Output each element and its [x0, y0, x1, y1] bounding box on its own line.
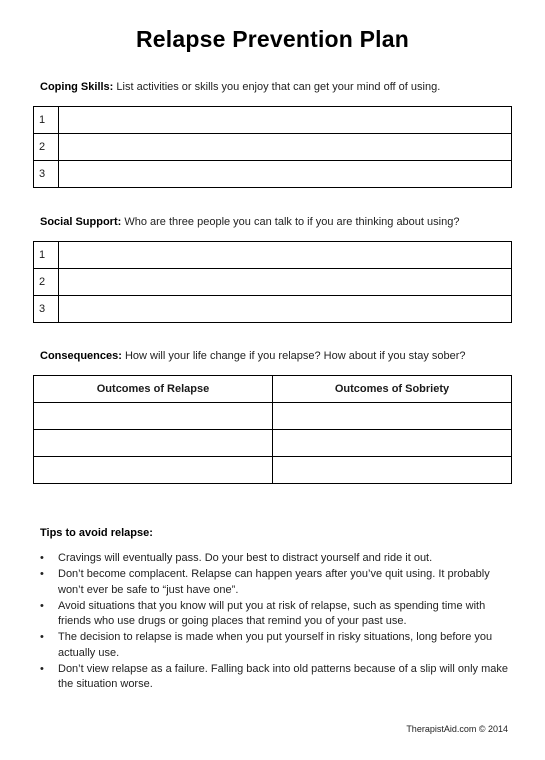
row-number: 3: [34, 296, 59, 323]
list-item: [40, 662, 510, 693]
copyright-footer: TherapistAid.com © 2014: [406, 724, 508, 734]
list-item: [40, 599, 510, 630]
table-row: [34, 269, 512, 296]
outcomes-sobriety-header: Outcomes of Sobriety: [273, 376, 512, 403]
consequences-prompt: [40, 350, 466, 362]
bullet-icon: •: [40, 631, 44, 643]
coping-skills-table: [33, 106, 512, 188]
row-number: 1: [34, 242, 59, 269]
table-row: [34, 457, 512, 484]
tip-text: Cravings will eventually pass. Do your best to distract yourself and ride it out.: [58, 552, 433, 564]
list-item: [40, 567, 510, 598]
coping-skills-question: List activities or skills you enjoy that can get your mind off of using.: [113, 81, 441, 93]
row-number: 1: [34, 107, 59, 134]
relapse-outcome-field-3[interactable]: [34, 457, 273, 484]
support-person-field-1[interactable]: [59, 242, 512, 269]
coping-skills-prompt: [40, 81, 440, 93]
relapse-outcome-field-1[interactable]: [34, 403, 273, 430]
table-row: [34, 403, 512, 430]
list-item: [40, 551, 510, 567]
tips-list: [40, 551, 510, 693]
sobriety-outcome-field-2[interactable]: [273, 430, 512, 457]
table-row: [34, 296, 512, 323]
support-person-field-3[interactable]: [59, 296, 512, 323]
table-row: [34, 242, 512, 269]
tip-text: Don’t view relapse as a failure. Falling back into old patterns because of a slip will only make the situation worse.: [58, 662, 509, 690]
social-support-label: Social Support:: [40, 216, 122, 228]
bullet-icon: •: [40, 568, 44, 580]
row-number: 3: [34, 161, 59, 188]
sobriety-outcome-field-1[interactable]: [273, 403, 512, 430]
coping-skill-field-2[interactable]: [59, 134, 512, 161]
social-support-question: Who are three people you can talk to if you are thinking about using?: [121, 216, 460, 228]
table-row: [34, 161, 512, 188]
consequences-question: How will your life change if you relapse? How about if you stay sober?: [121, 350, 466, 362]
relapse-outcome-field-2[interactable]: [34, 430, 273, 457]
outcomes-table: [33, 375, 512, 484]
row-number: 2: [34, 134, 59, 161]
coping-skill-field-1[interactable]: [59, 107, 512, 134]
bullet-icon: •: [40, 599, 44, 612]
bullet-icon: •: [40, 552, 44, 564]
social-support-table: [33, 241, 512, 323]
support-person-field-2[interactable]: [59, 269, 512, 296]
sobriety-outcome-field-3[interactable]: [273, 457, 512, 484]
social-support-prompt: [40, 216, 459, 228]
outcomes-relapse-header: Outcomes of Relapse: [34, 376, 273, 403]
table-row: [34, 107, 512, 134]
tip-text: Avoid situations that you know will put you at risk of relapse, such as spending time with friends who use drugs or going places that remind you of your past use.: [58, 599, 486, 627]
bullet-icon: •: [40, 662, 44, 675]
coping-skills-label: Coping Skills:: [40, 81, 114, 93]
coping-skill-field-3[interactable]: [59, 161, 512, 188]
tip-text: The decision to relapse is made when you put yourself in risky situations, long before you actually use.: [58, 631, 493, 659]
list-item: [40, 630, 510, 661]
consequences-label: Consequences:: [40, 350, 122, 362]
tip-text: Don’t become complacent. Relapse can happen years after you’ve quit using. It probably won’t ever be safe to “just have one”.: [58, 568, 490, 596]
table-row: [34, 430, 512, 457]
row-number: 2: [34, 269, 59, 296]
tips-heading: Tips to avoid relapse:: [40, 527, 153, 539]
table-header-row: [34, 376, 512, 403]
table-row: [34, 134, 512, 161]
page-title: Relapse Prevention Plan: [135, 26, 410, 52]
